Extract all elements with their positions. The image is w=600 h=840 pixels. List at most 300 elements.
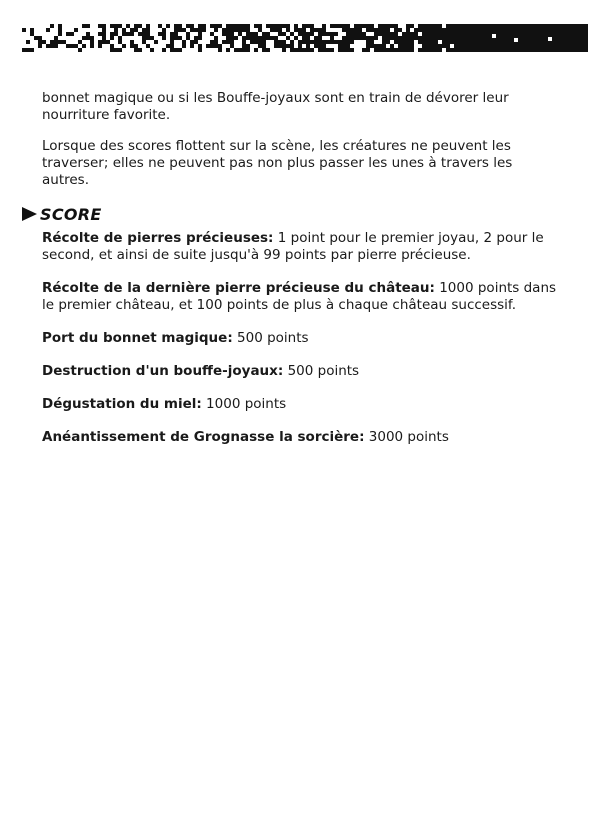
- header-pixel: [358, 32, 362, 36]
- header-pixel: [418, 48, 422, 52]
- header-pixel: [162, 48, 166, 52]
- header-pixel: [318, 32, 322, 36]
- header-pixel: [406, 28, 410, 32]
- header-pixel: [30, 48, 34, 52]
- header-pixel: [230, 28, 234, 32]
- header-pattern-bar: [22, 24, 588, 52]
- header-pixel: [390, 36, 394, 40]
- header-pixel: [218, 24, 222, 28]
- header-pixel: [278, 40, 282, 44]
- header-pixel: [370, 36, 374, 40]
- header-pixel: [350, 32, 354, 36]
- header-pixel: [254, 48, 258, 52]
- header-pixel: [54, 36, 58, 40]
- header-pixel: [162, 32, 166, 36]
- header-pixel: [410, 44, 414, 48]
- header-pixel: [322, 48, 326, 52]
- header-pixel: [430, 40, 434, 44]
- header-pixel: [290, 44, 294, 48]
- header-pixel: [238, 24, 242, 28]
- header-pixel: [242, 28, 246, 32]
- header-pixel: [306, 36, 310, 40]
- header-pixel: [134, 24, 138, 28]
- header-pixel: [74, 28, 78, 32]
- header-pixel: [378, 44, 382, 48]
- header-pixel: [422, 48, 426, 52]
- header-pixel: [274, 44, 278, 48]
- header-pixel: [250, 40, 254, 44]
- score-section: [22, 204, 562, 462]
- header-pixel: [374, 28, 378, 32]
- header-pixel: [58, 24, 62, 28]
- header-pixel: [198, 28, 202, 32]
- header-pixel: [322, 44, 326, 48]
- header-pixel: [386, 32, 390, 36]
- header-pixel: [394, 24, 398, 28]
- header-pixel: [286, 28, 290, 32]
- header-pixel: [342, 28, 346, 32]
- header-pixel: [346, 40, 350, 44]
- header-speck: [548, 37, 552, 41]
- header-pixel: [254, 32, 258, 36]
- score-item-label: Anéantissement de Grognasse la sorcière:: [42, 429, 365, 445]
- header-pixel: [326, 48, 330, 52]
- header-pixel: [38, 44, 42, 48]
- header-pixel: [142, 32, 146, 36]
- header-pixel: [402, 44, 406, 48]
- header-pixel: [222, 32, 226, 36]
- header-pixel: [98, 24, 102, 28]
- header-pixel: [454, 44, 458, 48]
- header-pixel: [226, 32, 230, 36]
- header-pixel: [134, 28, 138, 32]
- header-pixel: [426, 36, 430, 40]
- header-pixel: [406, 40, 410, 44]
- header-pixel: [146, 36, 150, 40]
- header-pixel: [398, 28, 402, 32]
- header-pixel: [450, 28, 454, 32]
- score-item-value: 500 points: [283, 363, 360, 379]
- header-pixel: [170, 44, 174, 48]
- header-pixel: [446, 36, 450, 40]
- header-pixel: [398, 36, 402, 40]
- header-pixel: [298, 28, 302, 32]
- header-pixel: [370, 24, 374, 28]
- header-pixel: [130, 40, 134, 44]
- header-pixel: [318, 28, 322, 32]
- header-pixel: [430, 32, 434, 36]
- header-pixel: [342, 24, 346, 28]
- header-pixel: [350, 28, 354, 32]
- header-pixel: [434, 40, 438, 44]
- header-pixel: [254, 36, 258, 40]
- header-pixel: [402, 36, 406, 40]
- header-pixel: [50, 24, 54, 28]
- header-pixel: [410, 48, 414, 52]
- header-pixel: [390, 24, 394, 28]
- header-pixel: [246, 48, 250, 52]
- header-pixel: [214, 24, 218, 28]
- header-pixel: [394, 32, 398, 36]
- header-pixel: [382, 48, 386, 52]
- header-pixel: [182, 44, 186, 48]
- score-item: [42, 363, 562, 380]
- header-pixel: [374, 36, 378, 40]
- header-pixel: [322, 32, 326, 36]
- header-pixel: [110, 36, 114, 40]
- header-pixel: [342, 36, 346, 40]
- header-pixel: [306, 40, 310, 44]
- header-pixel: [222, 28, 226, 32]
- pixel-pattern-graphic: [22, 24, 588, 52]
- header-pixel: [334, 24, 338, 28]
- header-pixel: [22, 28, 26, 32]
- header-pixel: [434, 28, 438, 32]
- header-pixel: [450, 32, 454, 36]
- header-pixel: [438, 24, 442, 28]
- header-pixel: [350, 40, 354, 44]
- header-pixel: [426, 32, 430, 36]
- header-pixel: [102, 36, 106, 40]
- score-item-value: 500 points: [232, 330, 309, 346]
- header-pixel: [358, 36, 362, 40]
- header-pixel: [406, 36, 410, 40]
- header-pixel: [346, 44, 350, 48]
- header-pixel: [422, 28, 426, 32]
- header-pixel: [126, 24, 130, 28]
- header-pixel: [86, 32, 90, 36]
- header-pixel: [370, 44, 374, 48]
- header-pixel: [294, 28, 298, 32]
- header-pixel: [378, 28, 382, 32]
- score-item-value: 3000 points: [364, 429, 449, 445]
- header-pixel: [402, 40, 406, 44]
- header-pixel: [430, 48, 434, 52]
- header-pixel: [338, 48, 342, 52]
- header-pixel: [246, 28, 250, 32]
- header-pixel: [134, 48, 138, 52]
- header-pixel: [126, 32, 130, 36]
- header-pixel: [286, 36, 290, 40]
- score-item: [42, 396, 562, 413]
- header-pixel: [350, 48, 354, 52]
- header-pixel: [238, 48, 242, 52]
- header-pixel: [258, 40, 262, 44]
- header-pixel: [242, 36, 246, 40]
- header-pixel: [390, 44, 394, 48]
- header-pixel: [182, 40, 186, 44]
- header-pixel: [274, 40, 278, 44]
- score-item-value: 1000 points dans le premier château, et 100 points de plus à chaque château successif.: [42, 280, 557, 313]
- header-pixel: [346, 36, 350, 40]
- header-pixel: [54, 40, 58, 44]
- header-pixel: [386, 28, 390, 32]
- header-pixel: [222, 40, 226, 44]
- header-pixel: [274, 24, 278, 28]
- header-pixel: [258, 28, 262, 32]
- header-pixel: [310, 28, 314, 32]
- header-pixel: [302, 28, 306, 32]
- header-pixel: [454, 32, 458, 36]
- header-pixel: [226, 40, 230, 44]
- header-pixel: [346, 24, 350, 28]
- header-pixel: [290, 48, 294, 52]
- header-pixel: [274, 36, 278, 40]
- header-pixel: [114, 24, 118, 28]
- header-pixel: [310, 32, 314, 36]
- header-pixel: [270, 24, 274, 28]
- header-pixel: [146, 28, 150, 32]
- header-pixel: [382, 40, 386, 44]
- header-pixel: [330, 36, 334, 40]
- header-pixel: [86, 36, 90, 40]
- header-pixel: [202, 24, 206, 28]
- header-pixel: [98, 40, 102, 44]
- header-pixel: [138, 32, 142, 36]
- header-pixel: [370, 28, 374, 32]
- header-pixel: [414, 32, 418, 36]
- header-pixel: [346, 28, 350, 32]
- header-pixel: [270, 28, 274, 32]
- header-pixel: [406, 48, 410, 52]
- header-pixel: [242, 24, 246, 28]
- header-pixel: [306, 44, 310, 48]
- header-pixel: [198, 44, 202, 48]
- header-pixel: [394, 40, 398, 44]
- header-speck: [514, 38, 518, 42]
- header-pixel: [358, 24, 362, 28]
- header-pixel: [330, 32, 334, 36]
- header-pixel: [46, 44, 50, 48]
- header-pixel: [370, 40, 374, 44]
- header-pixel: [306, 32, 310, 36]
- header-pixel: [70, 44, 74, 48]
- header-pixel: [146, 24, 150, 28]
- header-pixel: [34, 36, 38, 40]
- header-pixel: [86, 24, 90, 28]
- section-heading: [22, 204, 562, 224]
- header-pixel: [342, 40, 346, 44]
- header-pixel: [210, 32, 214, 36]
- header-pixel: [170, 36, 174, 40]
- intro-text: [42, 90, 562, 203]
- header-pixel: [306, 48, 310, 52]
- header-pixel: [414, 28, 418, 32]
- header-pixel: [142, 28, 146, 32]
- header-pixel: [418, 24, 422, 28]
- header-pixel: [78, 48, 82, 52]
- header-pixel: [438, 48, 442, 52]
- header-pixel: [238, 28, 242, 32]
- header-pixel: [74, 44, 78, 48]
- header-pixel: [338, 40, 342, 44]
- header-pixel: [302, 32, 306, 36]
- header-pixel: [366, 48, 370, 52]
- header-pixel: [454, 28, 458, 32]
- header-pixel: [102, 40, 106, 44]
- header-pixel: [330, 40, 334, 44]
- header-pixel: [386, 36, 390, 40]
- header-pixel: [314, 44, 318, 48]
- header-pixel: [426, 24, 430, 28]
- header-pixel: [146, 44, 150, 48]
- header-pixel: [442, 28, 446, 32]
- header-pixel: [266, 24, 270, 28]
- header-pixel: [194, 28, 198, 32]
- header-pixel: [178, 48, 182, 52]
- header-pixel: [326, 40, 330, 44]
- header-pixel: [214, 40, 218, 44]
- header-pixel: [430, 24, 434, 28]
- header-pixel: [170, 32, 174, 36]
- header-pixel: [262, 32, 266, 36]
- header-pixel: [418, 36, 422, 40]
- header-pixel: [186, 24, 190, 28]
- header-pixel: [322, 40, 326, 44]
- header-pixel: [454, 36, 458, 40]
- score-item-label: Dégustation du miel:: [42, 396, 202, 412]
- header-pixel: [246, 32, 250, 36]
- header-pixel: [250, 32, 254, 36]
- header-pixel: [314, 40, 318, 44]
- header-pixel: [190, 44, 194, 48]
- header-pixel: [122, 28, 126, 32]
- header-pixel: [430, 44, 434, 48]
- header-pixel: [434, 32, 438, 36]
- header-pixel: [454, 40, 458, 44]
- header-pixel: [58, 28, 62, 32]
- header-pixel: [366, 36, 370, 40]
- header-pixel: [394, 48, 398, 52]
- header-pixel: [138, 24, 142, 28]
- header-pixel: [162, 36, 166, 40]
- header-pixel: [294, 24, 298, 28]
- score-item: [42, 330, 562, 347]
- header-pixel: [350, 36, 354, 40]
- header-pixel: [290, 40, 294, 44]
- header-pixel: [134, 44, 138, 48]
- header-pixel: [218, 44, 222, 48]
- header-pixel: [450, 24, 454, 28]
- header-pixel: [330, 48, 334, 52]
- header-pixel: [50, 40, 54, 44]
- header-pixel: [226, 28, 230, 32]
- header-pixel: [442, 36, 446, 40]
- header-pixel: [178, 24, 182, 28]
- header-pixel: [422, 40, 426, 44]
- header-pixel: [214, 28, 218, 32]
- header-pixel: [98, 44, 102, 48]
- header-pixel: [402, 48, 406, 52]
- header-pixel: [90, 36, 94, 40]
- header-pixel: [298, 48, 302, 52]
- header-pixel: [282, 48, 286, 52]
- header-pixel: [230, 32, 234, 36]
- header-pixel: [130, 44, 134, 48]
- header-pixel: [110, 32, 114, 36]
- header-pixel: [366, 40, 370, 44]
- header-pixel: [346, 32, 350, 36]
- header-pixel: [386, 48, 390, 52]
- header-pixel: [446, 44, 450, 48]
- header-pixel: [170, 48, 174, 52]
- header-pixel: [26, 48, 30, 52]
- header-pixel: [254, 24, 258, 28]
- header-pixel: [258, 36, 262, 40]
- header-pixel: [346, 48, 350, 52]
- header-pixel: [166, 44, 170, 48]
- header-pixel: [242, 44, 246, 48]
- header-pixel: [230, 44, 234, 48]
- header-pixel: [338, 44, 342, 48]
- header-pixel: [322, 24, 326, 28]
- header-pixel: [66, 32, 70, 36]
- header-pixel: [318, 40, 322, 44]
- header-pixel: [294, 36, 298, 40]
- header-pixel: [446, 24, 450, 28]
- header-pixel: [366, 24, 370, 28]
- header-pixel: [318, 44, 322, 48]
- header-pixel: [282, 40, 286, 44]
- header-pixel: [254, 40, 258, 44]
- header-pixel: [118, 40, 122, 44]
- header-pixel: [262, 36, 266, 40]
- header-pixel: [110, 48, 114, 52]
- header-pixel: [354, 28, 358, 32]
- score-item: [42, 429, 562, 446]
- header-pixel: [150, 36, 154, 40]
- header-pixel: [382, 24, 386, 28]
- header-pixel: [22, 48, 26, 52]
- header-pixel: [278, 24, 282, 28]
- header-pixel: [266, 48, 270, 52]
- header-pixel: [322, 28, 326, 32]
- header-pixel: [230, 36, 234, 40]
- header-pixel: [410, 24, 414, 28]
- header-pixel: [382, 32, 386, 36]
- header-pixel: [418, 40, 422, 44]
- header-pixel: [190, 24, 194, 28]
- header-pixel: [394, 28, 398, 32]
- header-pixel: [302, 36, 306, 40]
- header-pixel: [354, 36, 358, 40]
- header-pixel: [110, 44, 114, 48]
- header-pixel: [66, 44, 70, 48]
- header-pixel: [406, 44, 410, 48]
- header-pixel: [318, 36, 322, 40]
- header-pixel: [218, 48, 222, 52]
- header-pixel: [194, 40, 198, 44]
- intro-paragraph-2: Lorsque des scores flottent sur la scène, les créatures ne peuvent les traverser; elles ne peuvent pas non plus passer les unes à travers les autres.: [42, 138, 513, 188]
- header-pixel: [174, 24, 178, 28]
- header-pixel: [446, 40, 450, 44]
- header-pixel: [114, 28, 118, 32]
- header-pixel: [434, 48, 438, 52]
- header-pixel: [262, 48, 266, 52]
- header-pixel: [382, 44, 386, 48]
- header-pixel: [118, 24, 122, 28]
- header-pixel: [430, 28, 434, 32]
- header-pixel: [330, 24, 334, 28]
- header-pixel: [62, 40, 66, 44]
- score-list: [42, 230, 562, 446]
- header-pixel: [366, 28, 370, 32]
- header-pixel: [174, 36, 178, 40]
- header-pixel: [210, 44, 214, 48]
- header-pixel: [410, 36, 414, 40]
- header-pixel: [282, 24, 286, 28]
- header-pixel: [338, 24, 342, 28]
